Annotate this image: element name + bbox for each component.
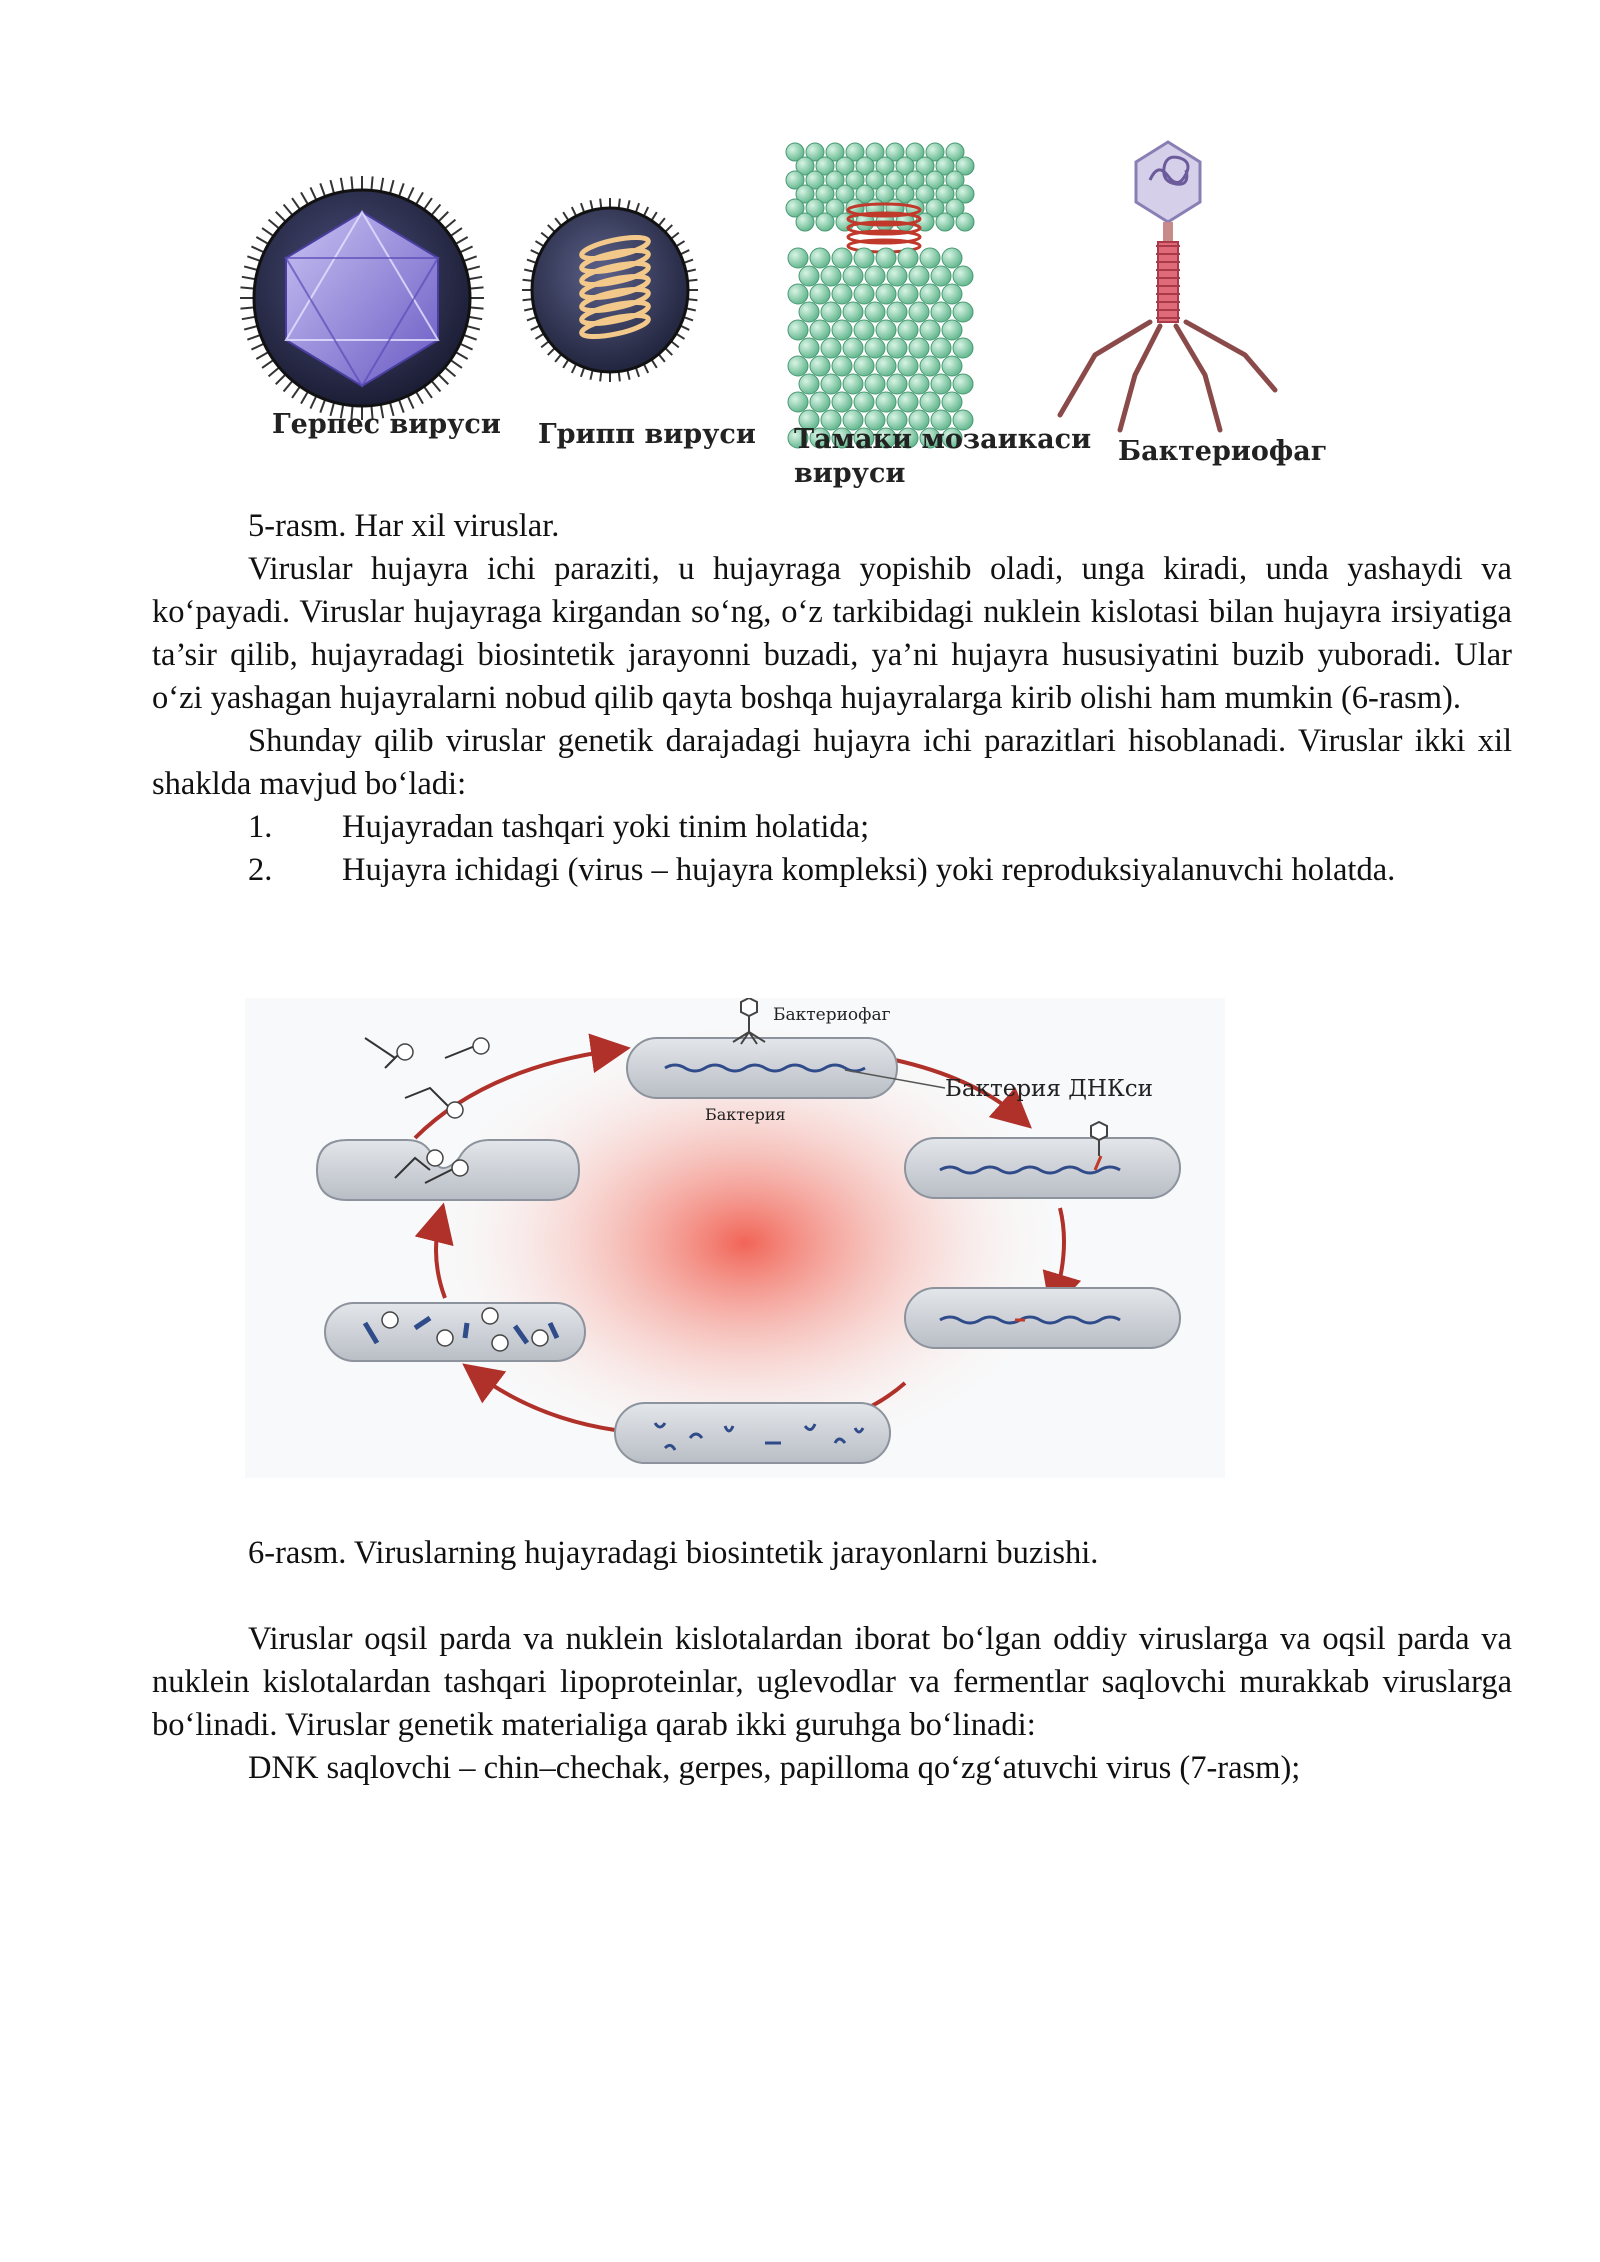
paragraph-1: Viruslar hujayra ichi paraziti, u hujayraga yopishib oladi, unga kiradi, unda yashaydi va ko‘payadi. Viruslar hujayraga kirgandan so‘ng, o‘z tarkibidagi nuklein kislotasi bilan hujayra irsiyatiga ta’sir qilib, hujayradagi biosintetik jarayonni buzadi, ya’ni hujayra hususiyatini buzib yuboradi. Ular o‘zi yashagan hujayralarni nobud qilib qayta boshqa hujayralarga kirib olishi ham mumkin (6-rasm). [152, 551, 1512, 716]
list-item-2-number: 2. [248, 852, 273, 888]
influenza-virus-illustration [522, 198, 698, 382]
bacteriophage-label: Бактериофаг [1118, 436, 1328, 467]
body-text-block-1 [152, 548, 1512, 892]
list-item-2-text: Hujayra ichidagi (virus – hujayra kompleksi) yoki reproduksiyalanuvchi holatda. [342, 852, 1396, 888]
tobacco-virus-label-line2: вируси [794, 458, 906, 489]
fig6-bacteria-label: Бактерия [705, 1105, 786, 1124]
body-text-block-2 [152, 1618, 1512, 1790]
paragraph-2: Shunday qilib viruslar genetik darajadagi hujayra ichi parazitlari hisoblanadi. Viruslar ikki xil shaklda mavjud bo‘ladi: [152, 723, 1512, 802]
fig6-bacteria-dna-label: Бактерия ДНКси [945, 1076, 1153, 1102]
herpes-virus-illustration [240, 176, 484, 420]
fig6-phage-label: Бактериофаг [773, 1005, 891, 1025]
figure-5-caption: 5-rasm. Har xil viruslar. [248, 508, 560, 544]
figure-6-caption: 6-rasm. Viruslarning hujayradagi biosintetik jarayonlarni buzishi. [248, 1535, 1099, 1571]
figure-6-lytic-cycle [245, 998, 1245, 1478]
bacterium-right-2 [905, 1288, 1180, 1348]
bacterium-left-lower [325, 1303, 585, 1361]
tobacco-virus-label-line1: Тамаки мозаикаси [794, 424, 1092, 455]
paragraph-3: Viruslar oqsil parda va nuklein kislotalardan iborat bo‘lgan oddiy viruslarga va oqsil parda va nuklein kislotalardan tashqari lipoproteinlar, uglevodlar va fermentlar saqlovchi murakkab viruslarga bo‘linadi. Viruslar genetik materialiga qarab ikki guruhga bo‘linadi: [152, 1621, 1512, 1743]
list-item-1-number: 1. [248, 809, 273, 845]
list-item-1 [152, 806, 1512, 849]
influenza-virus-label: Грипп вируси [538, 419, 756, 450]
herpes-virus-label: Герпес вируси [272, 409, 501, 440]
bacterium-bottom [615, 1403, 890, 1463]
list-item-1-text: Hujayradan tashqari yoki tinim holatida; [342, 809, 870, 845]
paragraph-4: DNK saqlovchi – chin–chechak, gerpes, papilloma qo‘zg‘atuvchi virus (7-rasm); [248, 1750, 1301, 1786]
bacteriophage-illustration [1060, 142, 1275, 430]
tobacco-mosaic-virus-illustration [786, 143, 974, 448]
list-item-2 [152, 849, 1512, 892]
